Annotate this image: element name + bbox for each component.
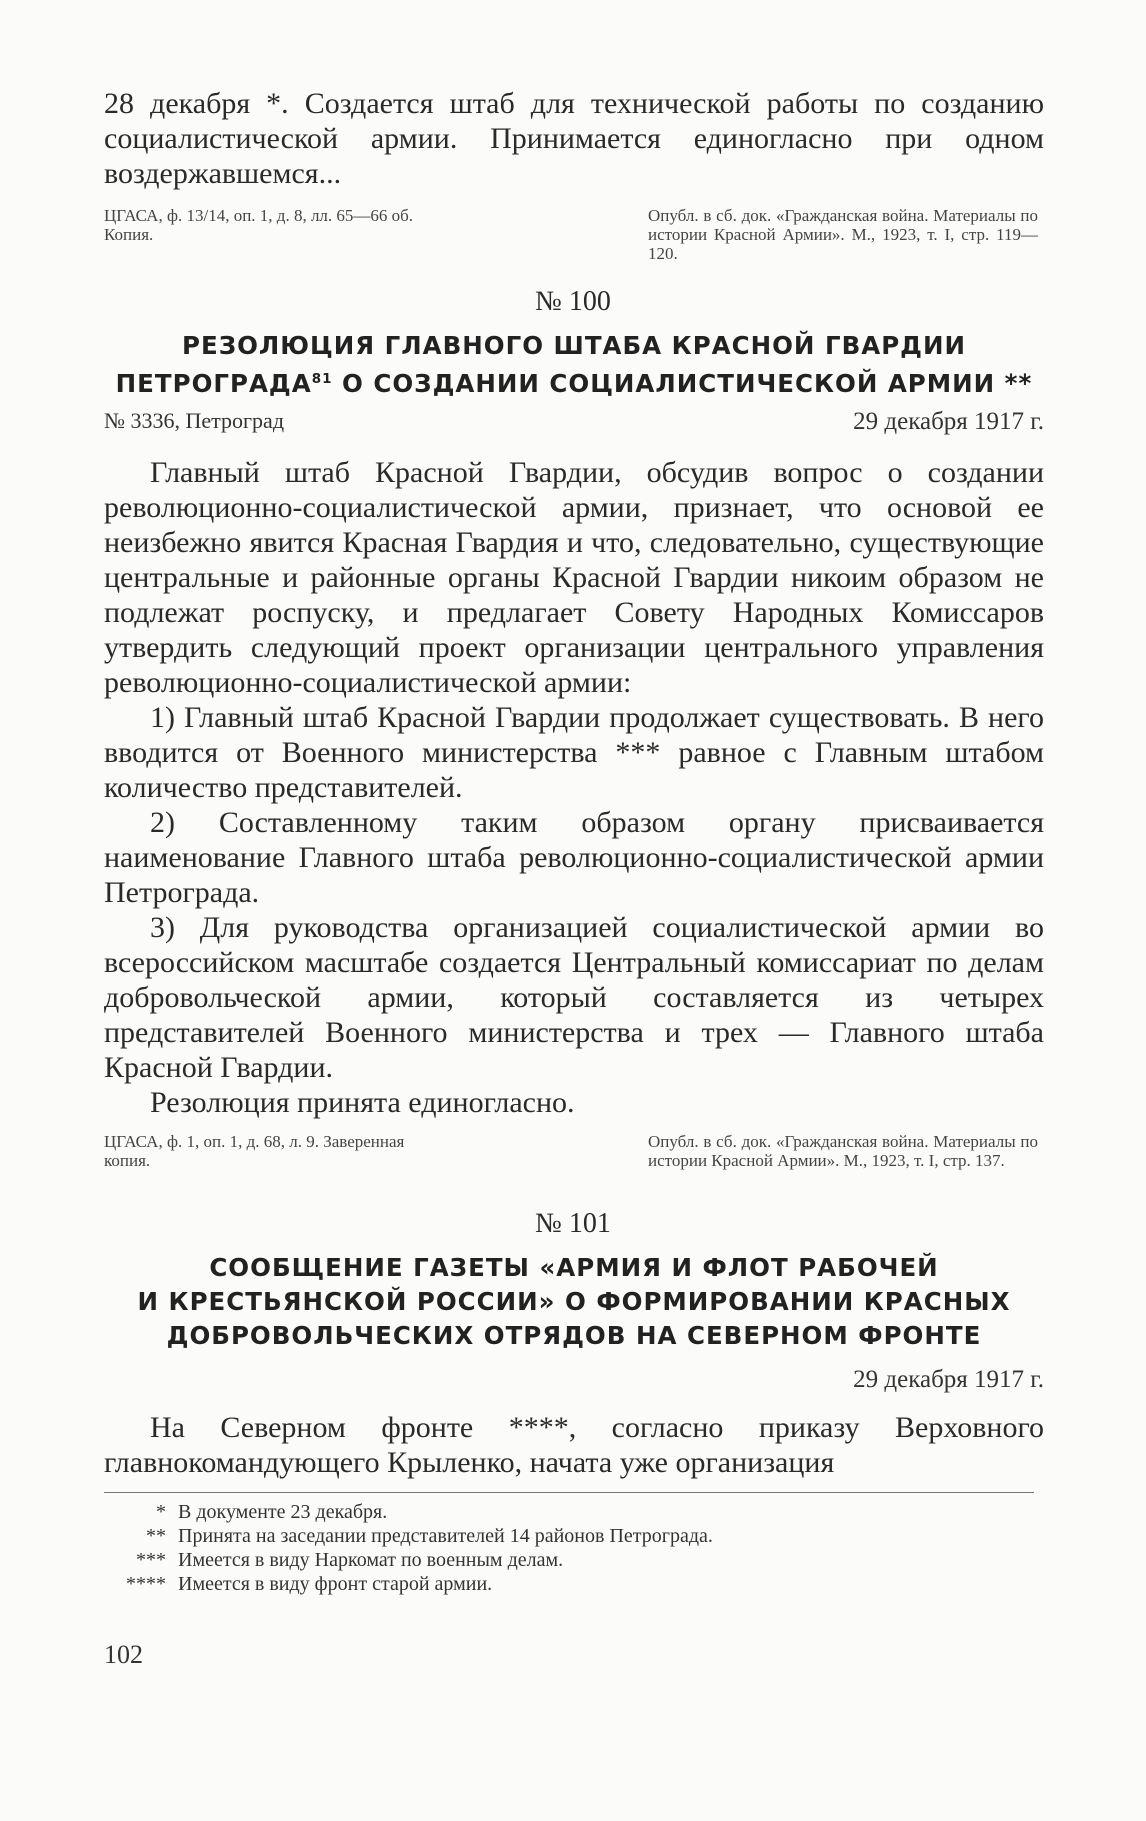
document-title-part: О СОЗДАНИИ СОЦИАЛИСТИЧЕСКОЙ АРМИИ **	[332, 369, 1033, 399]
paragraph: На Северном фронте ****, согласно приказу Верховного главнокомандующего Крыленко, начата уже организация	[104, 1411, 1044, 1479]
document-date: 29 декабря 1917 г.	[853, 1366, 1044, 1393]
footnote-ref: 81	[311, 371, 333, 387]
footnote-text: В документе 23 декабря.	[178, 1501, 388, 1523]
list-item: 2) Составленному таким образом органу присваивается наименование Главного штаба революционно-социалистической армии Петрограда.	[104, 806, 1044, 909]
footnote-mark: **	[146, 1525, 166, 1547]
footnote-mark: ****	[126, 1573, 166, 1595]
document-number: № 101	[535, 1208, 611, 1239]
page-number: 102	[104, 1640, 143, 1669]
publication-reference: Опубл. в сб. док. «Гражданская война. Материалы по истории Красной Армии». М., 1923, т. I, стр. 119—120.	[648, 206, 1038, 263]
footnote-divider	[104, 1492, 1034, 1493]
document-title-line: СООБЩЕНИЕ ГАЗЕТЫ «АРМИЯ И ФЛОТ РАБОЧЕЙ	[209, 1253, 939, 1282]
document-title-line: И КРЕСТЬЯНСКОЙ РОССИИ» О ФОРМИРОВАНИИ КРАСНЫХ	[137, 1287, 1011, 1316]
paragraph: Главный штаб Красной Гвардии, обсудив вопрос о создании революционно-социалистической армии, признает, что основой ее неизбежно явится Красная Гвардия и что, следовательно, существующие центральные и районные органы Красной Гвардии никоим образом не подлежат роспуску, и предлагает Совету Народных Комиссаров утвердить следующий проект организации центрального управления революционно-социалистической армии:	[104, 456, 1044, 699]
footnote	[104, 1548, 1044, 1572]
document-body	[104, 455, 1044, 1120]
document-number: № 100	[535, 286, 611, 317]
footnote-mark: ***	[136, 1549, 166, 1571]
document-reference: № 3336, Петроград	[104, 408, 285, 433]
list-item: 3) Для руководства организацией социалистической армии во всероссийском масштабе создается Центральный комиссариат по делам добровольческой армии, который составляется из четырех представителей Военного министерства и трех — Главного штаба Красной Гвардии.	[104, 911, 1044, 1084]
document-title-line	[104, 362, 1044, 401]
archive-reference: ЦГАСА, ф. 1, оп. 1, д. 68, л. 9. Заверенная копия.	[104, 1132, 405, 1170]
closing-paragraph: Резолюция принята единогласно.	[150, 1086, 575, 1119]
archive-reference: ЦГАСА, ф. 13/14, оп. 1, д. 8, лл. 65—66 об. Копия.	[104, 206, 414, 244]
footnote-text: Имеется в виду фронт старой армии.	[178, 1573, 493, 1595]
footnote	[104, 1500, 1044, 1524]
publication-reference: Опубл. в сб. док. «Гражданская война. Материалы по истории Красной Армии». М., 1923, т. I, стр. 137.	[648, 1132, 1038, 1170]
document-title-part: ПЕТРОГРАДА	[115, 369, 312, 399]
footnote-mark: *	[156, 1501, 166, 1523]
document-title-line: РЕЗОЛЮЦИЯ ГЛАВНОГО ШТАБА КРАСНОЙ ГВАРДИИ	[182, 331, 966, 360]
footnote	[104, 1572, 1044, 1596]
footnotes	[104, 1500, 1044, 1596]
continuation-paragraph: 28 декабря *. Создается штаб для технической работы по созданию социалистической армии. Принимается единогласно при одном воздержавшемся...	[104, 87, 1044, 190]
document-title-line: ДОБРОВОЛЬЧЕСКИХ ОТРЯДОВ НА СЕВЕРНОМ ФРОНТЕ	[166, 1321, 982, 1350]
footnote	[104, 1524, 1044, 1548]
list-item: 1) Главный штаб Красной Гвардии продолжает существовать. В него вводится от Военного министерства *** равное с Главным штабом количество представителей.	[104, 701, 1044, 804]
footnote-text: Имеется в виду Наркомат по военным делам.	[178, 1549, 564, 1571]
document-date: 29 декабря 1917 г.	[853, 408, 1044, 435]
footnote-text: Принята на заседании представителей 14 районов Петрограда.	[178, 1525, 713, 1547]
